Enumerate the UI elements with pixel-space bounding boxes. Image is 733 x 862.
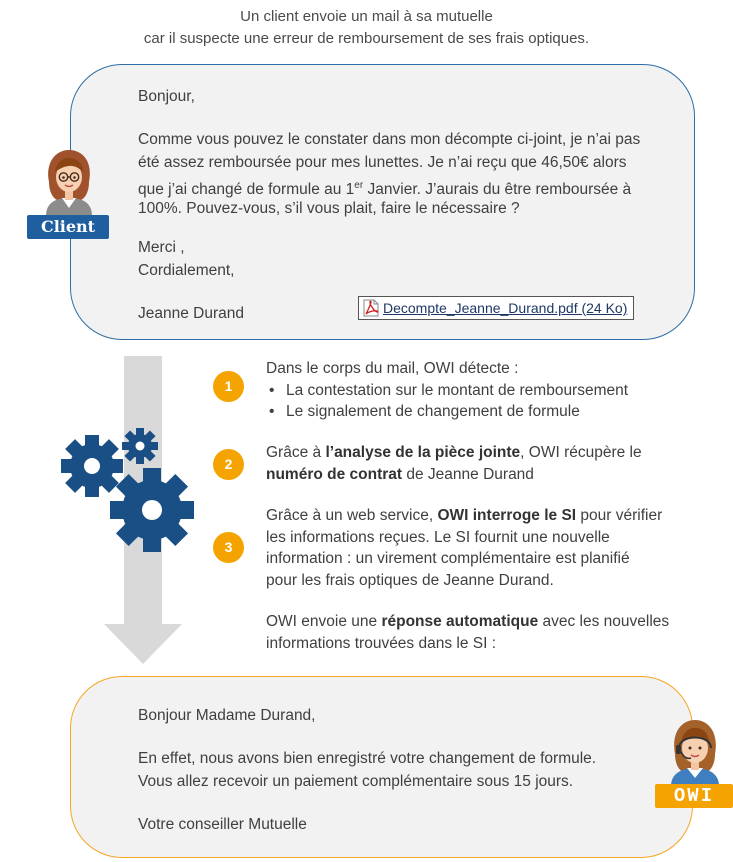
response-note-line-1 bbox=[266, 611, 706, 633]
step-2-line-1 bbox=[266, 442, 706, 464]
attachment-filename: Decompte_Jeanne_Durand.pdf (24 Ko) bbox=[383, 300, 628, 316]
response-note-c: avec les nouvelles bbox=[538, 613, 670, 630]
pdf-file-icon bbox=[363, 299, 379, 317]
response-note bbox=[266, 611, 706, 654]
step-3-badge: 3 bbox=[213, 532, 244, 563]
step-3-line-4: pour les frais optiques de Jeanne Durand. bbox=[266, 571, 554, 589]
client-body-line-3b: Janvier. J’aurais du être remboursée à bbox=[363, 181, 632, 199]
client-signature: Jeanne Durand bbox=[138, 305, 244, 322]
step-1-intro: Dans le corps du mail, OWI détecte : bbox=[266, 360, 519, 377]
client-body-line-1: Comme vous pouvez le constater dans mon décompte ci-joint, je n’ai pas bbox=[138, 131, 641, 148]
step-1-badge: 1 bbox=[213, 371, 244, 402]
intro-line-2: car il suspecte une erreur de remboursement de ses frais optiques. bbox=[143, 30, 590, 47]
step-2-a: Grâce à bbox=[266, 444, 326, 461]
step-1-text bbox=[266, 358, 706, 423]
step-3-text bbox=[266, 505, 706, 591]
client-body-line-3-sup: er bbox=[354, 180, 364, 191]
step-3-b: OWI interroge le SI bbox=[437, 507, 577, 524]
client-closing-1: Merci , bbox=[138, 239, 185, 256]
step-2-text bbox=[266, 442, 706, 485]
step-3-c: pour vérifier bbox=[576, 507, 663, 524]
client-body-line-3a: que j’ai changé de formule au 1 bbox=[138, 181, 355, 199]
client-body-line-4: 100%. Pouvez-vous, s’il vous plait, faire le nécessaire ? bbox=[138, 200, 520, 217]
step-2-badge: 2 bbox=[213, 449, 244, 480]
client-body-line-2: été assez remboursée pour mes lunettes. Je n’ai reçu que 46,50€ alors bbox=[138, 154, 627, 171]
step-3-a: Grâce à un web service, bbox=[266, 507, 438, 524]
step-2-b: l’analyse de la pièce jointe bbox=[325, 444, 521, 461]
reply-line-2: Vous allez recevoir un paiement complémentaire sous 15 jours. bbox=[138, 773, 574, 790]
client-avatar bbox=[40, 148, 98, 216]
step-2-line-2 bbox=[266, 464, 706, 486]
client-label: Client bbox=[27, 215, 109, 239]
reply-greeting: Bonjour Madame Durand, bbox=[138, 707, 316, 724]
client-closing-2: Cordialement, bbox=[138, 262, 235, 279]
owi-agent-avatar bbox=[667, 718, 723, 786]
step-1-bullet-2: • Le signalement de changement de formule bbox=[266, 401, 706, 423]
step-2-e: de Jeanne Durand bbox=[402, 465, 534, 483]
step-2-c: , OWI récupère le bbox=[520, 444, 642, 461]
reply-signature: Votre conseiller Mutuelle bbox=[138, 816, 307, 833]
owi-label: OWI bbox=[655, 784, 733, 808]
reply-line-1: En effet, nous avons bien enregistré votre changement de formule. bbox=[138, 750, 597, 767]
step-3-line-2: les informations reçues. Le SI fournit une nouvelle bbox=[266, 528, 610, 546]
client-greeting: Bonjour, bbox=[138, 88, 195, 105]
response-note-line-2: informations trouvées dans le SI : bbox=[266, 634, 497, 652]
attachment-link[interactable] bbox=[358, 296, 634, 320]
step-2-d: numéro de contrat bbox=[266, 465, 403, 483]
step-3-line-1 bbox=[266, 505, 706, 527]
response-note-b: réponse automatique bbox=[381, 613, 539, 630]
client-mail-bubble bbox=[70, 64, 695, 340]
step-1-bullets bbox=[266, 380, 706, 423]
intro-text bbox=[0, 6, 733, 50]
intro-line-1: Un client envoie un mail à sa mutuelle bbox=[240, 8, 493, 25]
gears-icon bbox=[60, 426, 200, 556]
step-3-line-3: information : un virement complémentaire est planifié bbox=[266, 550, 630, 567]
reply-mail-bubble bbox=[70, 676, 693, 858]
response-note-a: OWI envoie une bbox=[266, 613, 382, 630]
step-1-bullet-1: • La contestation sur le montant de remboursement bbox=[266, 380, 706, 402]
